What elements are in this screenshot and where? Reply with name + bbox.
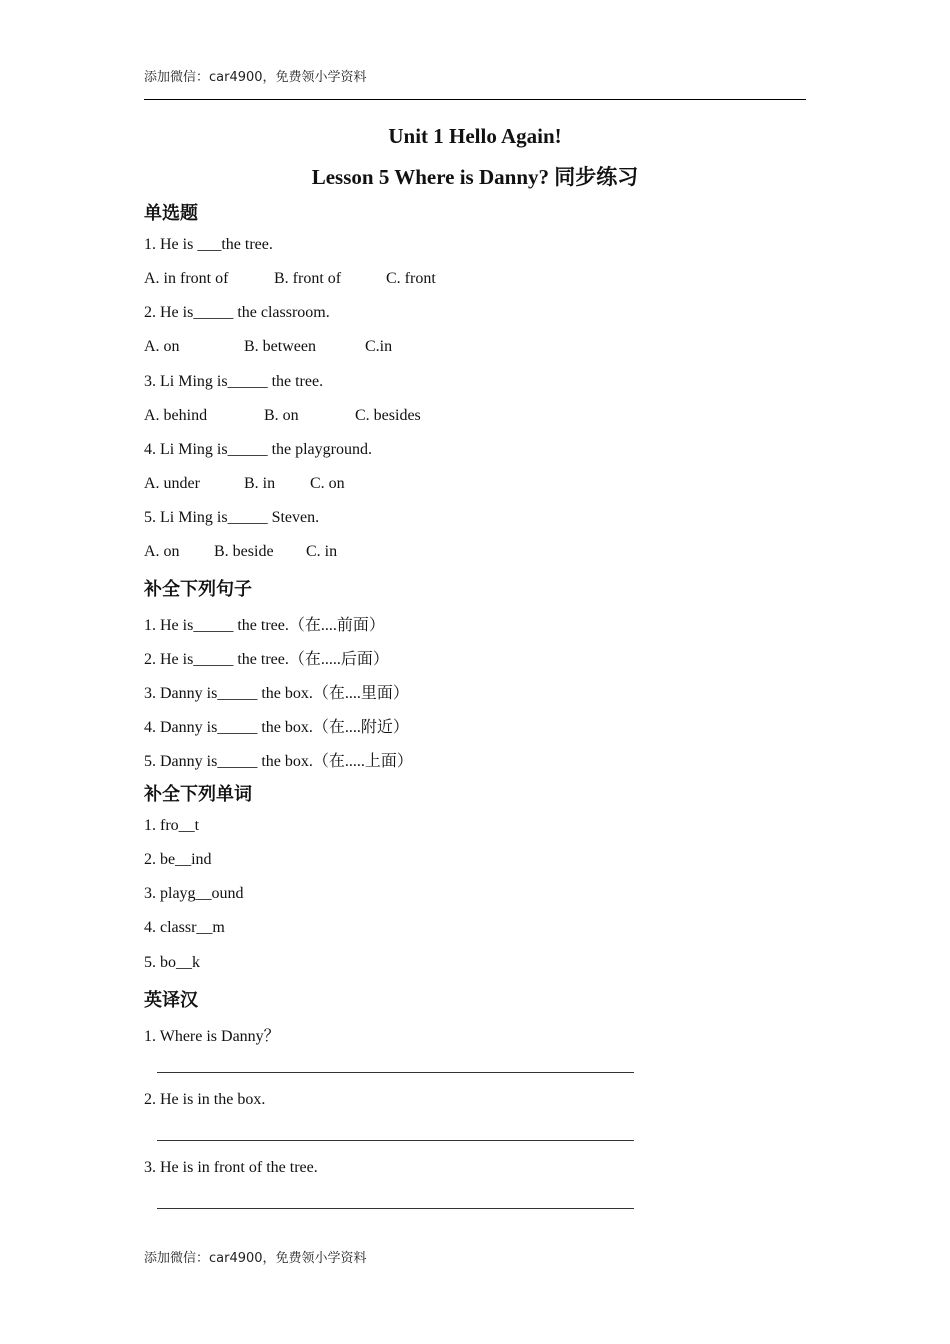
option-b: B. between (244, 338, 316, 355)
question-2: 2. He is_____ the classroom. (144, 304, 330, 321)
option-b: B. on (264, 407, 299, 424)
option-a: A. under (144, 475, 200, 492)
option-c: C. front (386, 270, 436, 287)
options-row-2 (0, 338, 950, 360)
options-row-1 (0, 270, 950, 292)
options-row-4 (0, 475, 950, 497)
answer-line (157, 1208, 634, 1209)
sentence-item: 4. Danny is_____ the box.（在....附近） (144, 719, 409, 736)
word-item: 5. bo__k (144, 954, 200, 971)
translate-item: 1. Where is Danny？ (144, 1028, 280, 1045)
word-item: 3. playg__ound (144, 885, 244, 902)
section-heading-translate: 英译汉 (144, 990, 198, 1011)
header-note: 添加微信：car4900，免费领小学资料 (144, 70, 367, 85)
translate-item: 3. He is in front of the tree. (144, 1159, 318, 1176)
unit-title: Unit 1 Hello Again! (388, 124, 562, 148)
option-a: A. on (144, 338, 180, 355)
sentence-item: 5. Danny is_____ the box.（在.....上面） (144, 753, 413, 770)
options-row-3 (0, 407, 950, 429)
option-a: A. in front of (144, 270, 229, 287)
word-item: 2. be__ind (144, 851, 212, 868)
option-c: C. on (310, 475, 345, 492)
footer-note: 添加微信：car4900，免费领小学资料 (144, 1251, 367, 1266)
option-b: B. in (244, 475, 276, 492)
section-heading-complete-words: 补全下列单词 (144, 784, 252, 805)
header-divider (144, 99, 806, 100)
option-a: A. behind (144, 407, 208, 424)
option-c: C.in (365, 338, 393, 355)
section-heading-complete-sentences: 补全下列句子 (144, 579, 252, 600)
translate-item: 2. He is in the box. (144, 1091, 266, 1108)
word-item: 4. classr__m (144, 919, 225, 936)
option-c: C. besides (355, 407, 421, 424)
answer-line (157, 1140, 634, 1141)
sentence-item: 1. He is_____ the tree.（在....前面） (144, 617, 385, 634)
word-item: 1. fro__t (144, 817, 200, 834)
answer-line (157, 1072, 634, 1073)
option-a: A. on (144, 543, 180, 560)
sentence-item: 3. Danny is_____ the box.（在....里面） (144, 685, 409, 702)
option-c: C. in (306, 543, 338, 560)
question-1: 1. He is ___the tree. (144, 236, 273, 253)
question-5: 5. Li Ming is_____ Steven. (144, 509, 320, 526)
lesson-title: Lesson 5 Where is Danny? 同步练习 (311, 165, 639, 189)
section-heading-single-choice: 单选题 (144, 203, 198, 224)
options-row-5 (0, 543, 950, 565)
question-3: 3. Li Ming is_____ the tree. (144, 373, 324, 390)
question-4: 4. Li Ming is_____ the playground. (144, 441, 372, 458)
option-b: B. beside (214, 543, 274, 560)
sentence-item: 2. He is_____ the tree.（在.....后面） (144, 651, 389, 668)
option-b: B. front of (274, 270, 342, 287)
